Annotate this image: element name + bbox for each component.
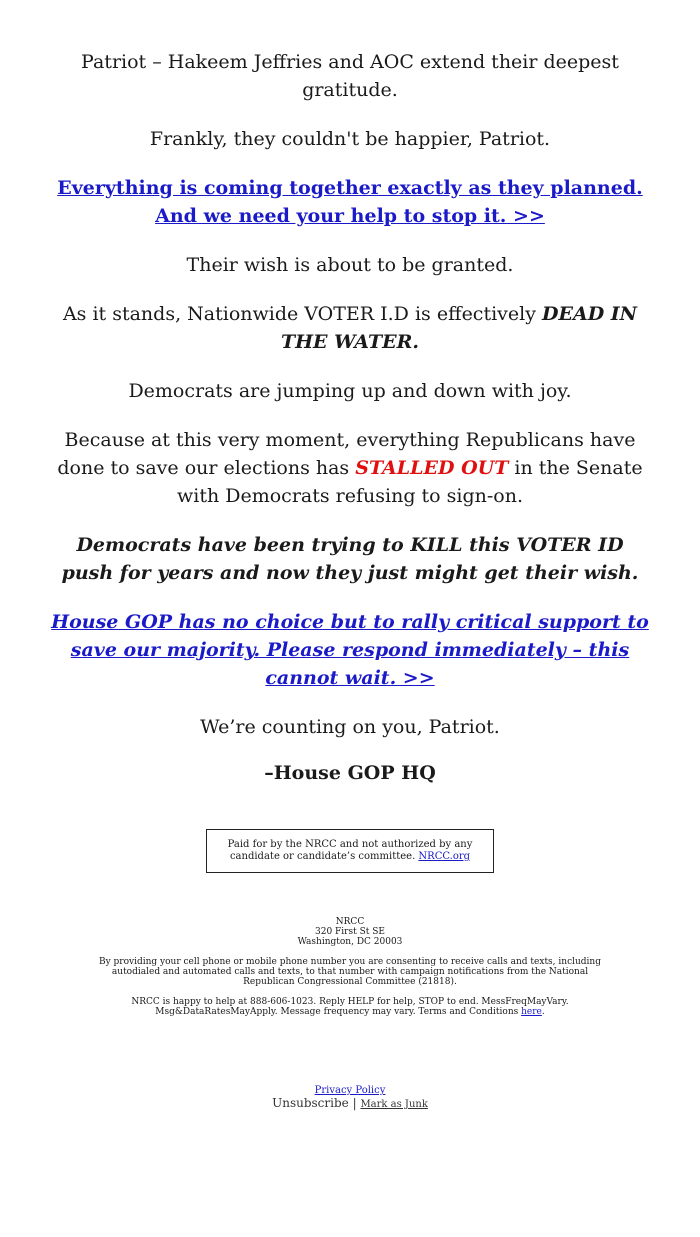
paid-for-disclaimer xyxy=(206,829,494,873)
stalled-post-text: in the Senate with Democrats refusing to sign-on. xyxy=(177,457,643,507)
help-terms xyxy=(50,997,650,1017)
mark-as-junk-link[interactable]: Mark as Junk xyxy=(360,1099,428,1110)
paragraph-stalled xyxy=(50,426,650,510)
email-footer xyxy=(50,1085,650,1111)
paragraph-joy: Democrats are jumping up and down with joy. xyxy=(128,380,572,402)
address-city: Washington, DC 20003 xyxy=(297,937,403,947)
paragraph-happier: Frankly, they couldn't be happier, Patriot. xyxy=(149,128,551,150)
nrcc-org-link[interactable]: NRCC.org xyxy=(418,851,471,862)
voter-id-text: As it stands, Nationwide VOTER I.D is effectively xyxy=(62,303,542,325)
terms-period: . xyxy=(541,1007,545,1017)
cta-paragraph-2 xyxy=(50,608,650,692)
mailing-address xyxy=(50,917,650,947)
paragraph-gratitude: Patriot – Hakeem Jeffries and AOC extend their deepest gratitude. xyxy=(81,51,619,101)
paragraph-voter-id xyxy=(50,300,650,356)
signoff: –House GOP HQ xyxy=(264,762,436,784)
address-street: 320 First St SE xyxy=(315,927,385,937)
paragraph-kill-voter-id: Democrats have been trying to KILL this VOTER ID push for years and now they just might get their wish. xyxy=(61,534,639,584)
dead-in-water-emphasis: DEAD IN THE WATER. xyxy=(280,303,638,353)
unsubscribe-text: Unsubscribe xyxy=(272,1096,349,1110)
help-text: NRCC is happy to help at 888-606-1023. Reply HELP for help, STOP to end. MessFreqMayVary. Msg&DataRatesMayApply. Message frequency may vary. Terms and Conditions xyxy=(131,997,569,1017)
sms-consent: By providing your cell phone or mobile phone number you are consenting to receive calls and texts, including autodialed and automated calls and texts, to that number with campaign notifications from the National Republican Congressional Committee (21818). xyxy=(98,957,601,987)
paragraph-counting: We’re counting on you, Patriot. xyxy=(200,716,500,738)
paragraph-wish: Their wish is about to be granted. xyxy=(186,254,514,276)
unsubscribe-row xyxy=(50,1097,650,1111)
disclaimer-text: Paid for by the NRCC and not authorized by any candidate or candidate’s committee. xyxy=(227,839,473,862)
privacy-policy-link[interactable]: Privacy Policy xyxy=(314,1085,386,1096)
terms-here-link[interactable]: here xyxy=(521,1007,542,1017)
stalled-pre-text: Because at this very moment, everything Republicans have done to save our elections has xyxy=(57,429,636,479)
address-org: NRCC xyxy=(335,917,365,927)
footer-separator: | xyxy=(348,1096,361,1110)
stalled-out-emphasis: STALLED OUT xyxy=(355,457,509,479)
cta-link-respond[interactable]: House GOP has no choice but to rally critical support to save our majority. Please respond immediately – this cannot wait. >> xyxy=(51,611,649,689)
cta-link-stop-it[interactable]: Everything is coming together exactly as they planned. And we need your help to stop it. >> xyxy=(57,177,643,227)
email-body xyxy=(50,0,650,1111)
cta-paragraph-1 xyxy=(50,174,650,230)
